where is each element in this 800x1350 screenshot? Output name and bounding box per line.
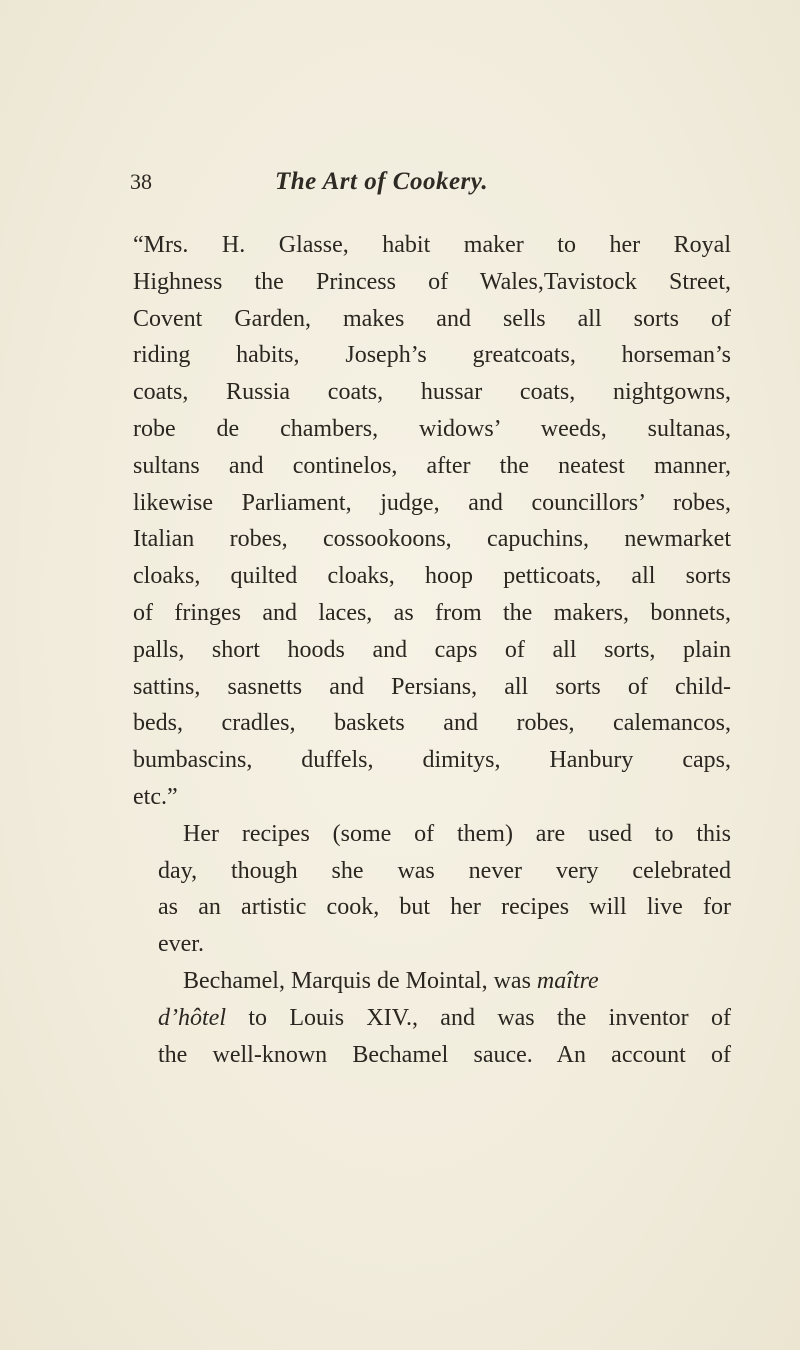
body-text <box>133 227 731 1073</box>
text-line <box>133 1000 731 1037</box>
text-line: as an artistic cook, but her recipes will live for <box>158 894 731 921</box>
text-line: Highness the Princess of Wales,Tavistock Street, <box>133 268 731 295</box>
text-fragment: to Louis XIV., and was the inventor of <box>248 1004 731 1031</box>
text-line: coats, Russia coats, hussar coats, nightgowns, <box>133 379 731 406</box>
running-title: The Art of Cookery. <box>275 168 489 195</box>
text-line: Italian robes, cossookoons, capuchins, newmarket <box>133 526 731 553</box>
text-line: likewise Parliament, judge, and councillors’ robes, <box>133 489 731 516</box>
text-line: etc.” <box>133 783 178 810</box>
text-fragment: Bechamel, Marquis de Mointal, was <box>183 967 537 994</box>
paragraph-bechamel <box>133 963 731 1073</box>
text-line: robe de chambers, widows’ weeds, sultanas, <box>133 415 731 442</box>
text-line: riding habits, Joseph’s greatcoats, horseman’s <box>133 342 731 369</box>
italic-phrase: d’hôtel <box>158 1004 226 1031</box>
text-line: sattins, sasnetts and Persians, all sorts of child- <box>133 673 731 700</box>
italic-phrase: maître <box>536 967 599 994</box>
text-line: sultans and continelos, after the neatest manner, <box>133 452 731 479</box>
text-line: beds, cradles, baskets and robes, calemancos, <box>133 710 731 737</box>
text-line: of fringes and laces, as from the makers, bonnets, <box>133 599 731 626</box>
text-line: Covent Garden, makes and sells all sorts of <box>133 305 731 332</box>
text-line: cloaks, quilted cloaks, hoop petticoats, all sorts <box>133 563 731 590</box>
text-line: day, though she was never very celebrated <box>158 857 731 884</box>
text-line <box>133 963 731 1000</box>
text-line: bumbascins, duffels, dimitys, Hanbury caps, <box>133 747 731 774</box>
text-line: the well-known Bechamel sauce. An account of <box>158 1041 731 1068</box>
running-head <box>130 164 730 200</box>
text-line: “Mrs. H. Glasse, habit maker to her Royal <box>133 232 731 258</box>
paragraph-advertisement <box>133 227 731 816</box>
text-line: Her recipes (some of them) are used to this <box>183 820 731 847</box>
text-line: ever. <box>158 931 204 958</box>
paragraph-recipes <box>133 816 731 963</box>
text-line: palls, short hoods and caps of all sorts, plain <box>133 636 731 663</box>
page-number: 38 <box>130 169 152 194</box>
